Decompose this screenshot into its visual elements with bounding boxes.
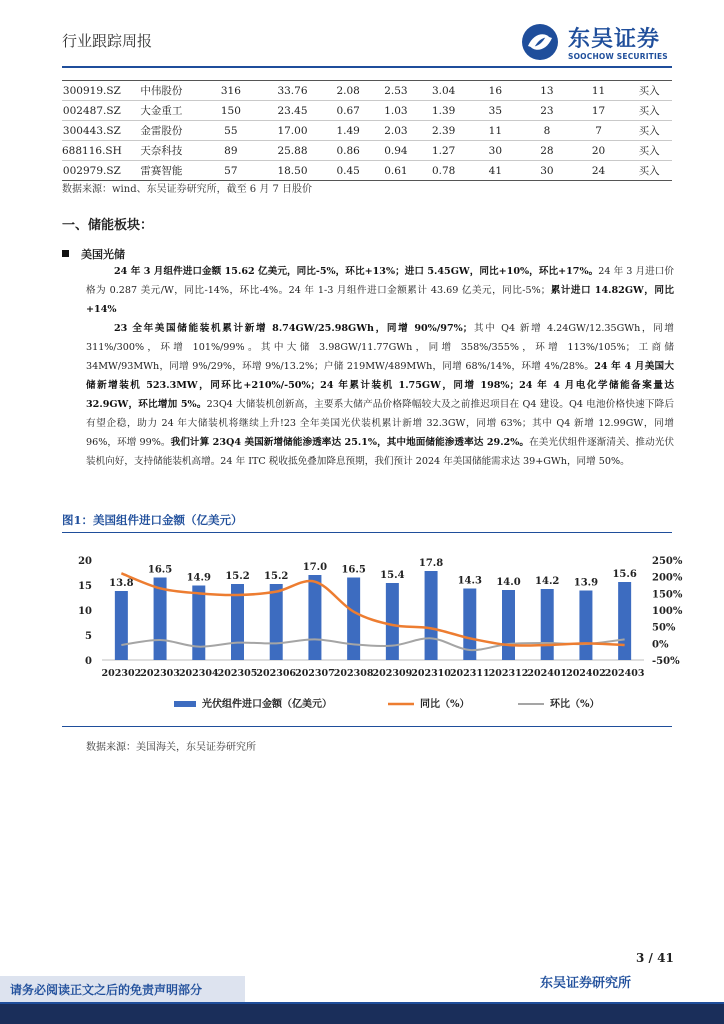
table-row xyxy=(62,141,672,161)
x-axis-tick: 202302 xyxy=(101,668,142,679)
table-cell: 8 xyxy=(543,124,551,137)
table-cell: 316 xyxy=(220,84,241,97)
logo-icon xyxy=(520,22,564,62)
page-number: 3 / 41 xyxy=(636,951,674,965)
table-cell: 17.00 xyxy=(277,124,308,137)
bar-data-label: 16.5 xyxy=(147,564,173,576)
table-cell: 23.45 xyxy=(277,104,308,117)
table-cell: 300919.SZ xyxy=(62,84,121,97)
p2-text-1: 其中 Q4 新增 4.24GW/12.35GWh，同增 311%/300%，环增 101%/99%。其中大储 3.98GW/11.77GWh，同增 358%/355%，环增 113%/105%；工商储 34MW/93MWh，同增 9%/29%，环增 9%/13.2%；户储 219MW/489MWh，同增 68%/14%，环增 4%/28%。 xyxy=(86,323,674,372)
legend-label-yoy: 同比（%） xyxy=(420,699,470,710)
table-cell: 2.39 xyxy=(431,124,456,137)
paragraph-storage-installations xyxy=(86,319,674,471)
left-axis-tick: 20 xyxy=(78,556,92,567)
right-axis-tick: 50% xyxy=(652,622,676,634)
disclaimer-text: 请务必阅读正文之后的免责声明部分 xyxy=(10,983,203,997)
bar-data-label: 13.8 xyxy=(109,578,134,589)
x-axis-tick: 202311 xyxy=(449,668,490,679)
x-axis-tick: 202401 xyxy=(527,668,568,679)
right-axis-tick: 100% xyxy=(652,606,683,617)
table-cell: 16 xyxy=(488,84,503,97)
sub-heading xyxy=(62,246,125,262)
table-cell: 0.67 xyxy=(336,104,360,117)
table-cell: 57 xyxy=(224,164,238,177)
table-row xyxy=(62,161,672,181)
x-axis-tick: 202305 xyxy=(217,668,258,679)
p2-bold-2: 24 年 4 月美国大储新增装机 523.3MW，同环比+210%/-50%；24 年累计装机 1.75GW，同增 198%；24 年 4 月电化学储能备案量达 32.9GW，环比增加 5%。 xyxy=(86,361,674,410)
header-title: 行业跟踪周报 xyxy=(62,32,153,50)
table-cell: 买入 xyxy=(638,85,660,97)
right-axis-tick: 150% xyxy=(652,589,683,601)
table-cell: 35 xyxy=(488,104,503,117)
table-cell: 25.88 xyxy=(277,144,308,157)
table-cell: 41 xyxy=(488,164,503,177)
table-cell: 大金重工 xyxy=(140,105,183,117)
table-source: 数据来源：wind、东吴证券研究所，截至 6 月 7 日股价 xyxy=(62,184,313,195)
table-cell: 1.49 xyxy=(336,124,360,137)
p1-text-1: 24 年 3 月进口价格为 0.287 美元/W，同比-14%，环比-4%。24 年 1-3 月组件进口金额累计 43.69 亿美元，同比-5%； xyxy=(86,266,674,296)
table-row xyxy=(62,121,672,141)
table-cell: 11 xyxy=(591,84,606,97)
right-axis-tick: 200% xyxy=(652,572,683,584)
table-cell: 13 xyxy=(540,84,554,97)
import-value-chart xyxy=(62,540,683,720)
left-axis-tick: 0 xyxy=(85,656,92,667)
bar xyxy=(270,584,283,660)
right-axis-tick: -50% xyxy=(652,656,680,667)
x-axis-tick: 202310 xyxy=(411,668,451,679)
legend-label-bar: 光伏组件进口金额（亿美元） xyxy=(202,699,332,710)
table-cell: 33.76 xyxy=(277,84,308,97)
sub-heading-text: 美国光储 xyxy=(81,248,125,261)
bar-data-label: 14.3 xyxy=(457,575,482,587)
figure-title: 图1：美国组件进口金额（亿美元） xyxy=(62,513,243,527)
table-cell: 002487.SZ xyxy=(62,104,121,117)
table-cell: 0.86 xyxy=(336,144,360,157)
table-cell: 24 xyxy=(591,164,606,177)
table-cell: 20 xyxy=(591,144,606,157)
p2-bold-1: 23 全年美国储能装机累计新增 8.74GW/25.98GWh，同增 90%/97%； xyxy=(114,323,473,334)
stock-table xyxy=(62,80,672,181)
table-cell: 30 xyxy=(488,144,503,157)
table-cell: 17 xyxy=(591,104,606,117)
paragraph-module-imports xyxy=(86,262,674,319)
x-axis-tick: 202303 xyxy=(140,668,180,679)
bar-data-label: 14.9 xyxy=(186,572,211,584)
bar-data-label: 13.9 xyxy=(573,577,599,589)
table-cell: 0.94 xyxy=(384,144,408,157)
x-axis-tick: 202312 xyxy=(488,668,529,679)
legend-swatch-bar xyxy=(174,701,196,707)
table-cell: 0.78 xyxy=(431,164,456,177)
table-row xyxy=(62,101,672,121)
table-cell: 7 xyxy=(595,124,602,137)
bar-data-label: 15.2 xyxy=(264,571,289,582)
x-axis-tick: 202402 xyxy=(566,668,606,679)
bar xyxy=(308,575,321,660)
bar-data-label: 16.5 xyxy=(341,564,366,576)
table-cell: 2.53 xyxy=(384,84,408,97)
figure-bottom-rule xyxy=(62,726,672,727)
bar-data-label: 17.8 xyxy=(418,558,444,569)
square-bullet-icon xyxy=(62,250,69,257)
table-cell: 买入 xyxy=(638,165,660,177)
bar xyxy=(425,571,438,660)
bar-data-label: 15.4 xyxy=(380,570,405,581)
table-cell: 0.45 xyxy=(336,164,360,177)
left-axis-tick: 10 xyxy=(78,606,92,617)
table-row xyxy=(62,81,672,101)
p2-text-3: 在美光伏组件逐渐清关、推动光伏装机向好，支持储能装机高增。24 年 ITC 税收抵免叠加降息预期，我们预计 2024 年美国储能需求达 39+GWh，同增 50%。 xyxy=(86,437,675,467)
table-cell: 2.08 xyxy=(336,84,360,97)
table-cell: 2.03 xyxy=(384,124,408,137)
table-cell: 天奈科技 xyxy=(140,145,183,157)
x-axis-tick: 202307 xyxy=(295,668,335,679)
figure-top-rule xyxy=(62,532,672,533)
table-cell: 688116.SH xyxy=(62,144,122,157)
bar-data-label: 14.0 xyxy=(496,577,521,588)
figure-source: 数据来源：美国海关，东吴证券研究所 xyxy=(86,742,256,753)
logo-name-en: SOOCHOW SECURITIES xyxy=(568,52,668,61)
bar xyxy=(618,582,631,660)
p1-bold-2: 累计进口 14.82GW，同比+14% xyxy=(86,285,674,315)
table-cell: 28 xyxy=(540,144,554,157)
bar-data-label: 14.2 xyxy=(535,576,560,587)
brand-logo xyxy=(520,22,680,66)
p1-bold-1: 24 年 3 月组件进口金额 15.62 亿美元，同比-5%，环比+13%；进口 5.45GW，同比+10%，环比+17%。 xyxy=(114,266,599,277)
legend-label-mom: 环比（%） xyxy=(550,699,600,710)
bar xyxy=(192,586,205,661)
p2-bold-3: 我们计算 23Q4 美国新增储能渗透率达 25.1%，其中地面储能渗透率达 29.2%。 xyxy=(170,437,530,448)
bar xyxy=(386,583,399,660)
left-axis-tick: 5 xyxy=(85,631,92,642)
table-cell: 18.50 xyxy=(277,164,308,177)
right-axis-tick: 0% xyxy=(652,639,669,651)
logo-name-cn: 东吴证券 xyxy=(568,27,661,52)
bar xyxy=(347,578,360,661)
table-cell: 3.04 xyxy=(431,84,456,97)
disclaimer-bar xyxy=(0,976,245,1002)
bar xyxy=(541,589,554,660)
table-cell: 买入 xyxy=(638,125,660,137)
footer-band xyxy=(0,1004,724,1024)
bar xyxy=(502,590,515,660)
bar xyxy=(579,591,592,661)
footer-dept: 东吴证券研究所 xyxy=(540,976,632,991)
table-cell: 002979.SZ xyxy=(62,164,121,177)
table-cell: 1.39 xyxy=(431,104,456,117)
table-cell: 55 xyxy=(224,124,238,137)
table-cell: 23 xyxy=(540,104,554,117)
x-axis-tick: 202309 xyxy=(372,668,413,679)
table-cell: 金雷股份 xyxy=(140,125,183,137)
left-axis-tick: 15 xyxy=(78,581,92,592)
x-axis-tick: 202306 xyxy=(256,668,297,679)
table-cell: 买入 xyxy=(638,145,660,157)
right-axis-tick: 250% xyxy=(652,556,683,567)
section-heading: 一、储能板块： xyxy=(62,218,154,233)
table-cell: 150 xyxy=(220,104,241,117)
table-cell: 300443.SZ xyxy=(62,124,121,137)
bar-data-label: 15.6 xyxy=(612,569,637,580)
table-cell: 11 xyxy=(488,124,503,137)
table-cell: 买入 xyxy=(638,105,660,117)
x-axis-tick: 202304 xyxy=(178,668,219,679)
bar xyxy=(115,591,128,660)
table-cell: 0.61 xyxy=(384,164,408,177)
table-cell: 1.03 xyxy=(384,104,408,117)
table-cell: 89 xyxy=(224,144,238,157)
x-axis-tick: 202403 xyxy=(604,668,645,679)
bar-data-label: 15.2 xyxy=(225,571,250,582)
p2-text-2: 23Q4 大储装机创新高，主要系大储产品价格降幅较大及之前推迟项目在 Q4 建设。Q4 电池价格快速下降后有望企稳，助力 24 年大储装机将继续上升!23 全年美国光伏装机累计新增 32.3GW，同增 63%；其中 Q4 新增 12.99GW，同增 96%，环增 99%。 xyxy=(86,399,674,448)
table-cell: 1.27 xyxy=(431,144,456,157)
table-cell: 雷赛智能 xyxy=(140,165,183,177)
x-axis-tick: 202308 xyxy=(333,668,374,679)
bar-data-label: 17.0 xyxy=(302,562,328,573)
header-divider xyxy=(62,66,672,68)
table-cell: 30 xyxy=(540,164,554,177)
table-cell: 中伟股份 xyxy=(140,85,183,97)
